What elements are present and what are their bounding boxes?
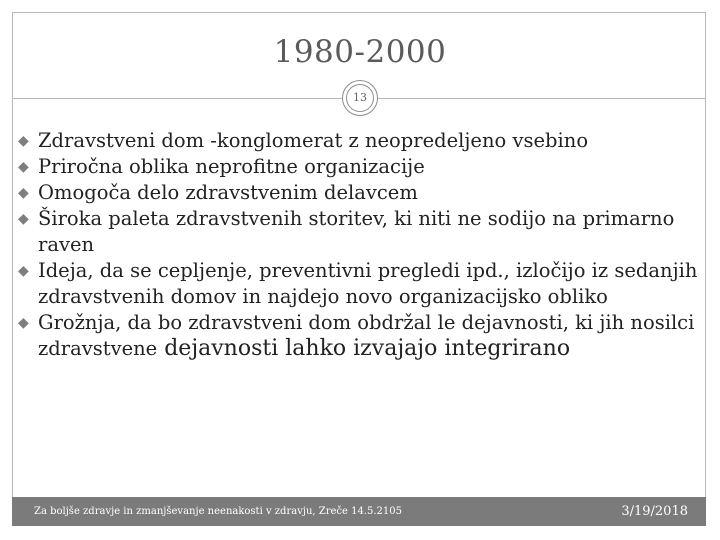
footer-bar — [12, 497, 706, 526]
diamond-bullet-icon: ◆ — [18, 185, 29, 201]
bullet-text: Široka paleta zdravstvenih storitev, ki niti ne sodijo na primarno raven — [38, 207, 675, 256]
bullet-item — [18, 310, 698, 362]
bullet-item — [18, 258, 698, 310]
bullet-item — [18, 154, 698, 180]
bullet-text — [38, 310, 698, 362]
diamond-bullet-icon: ◆ — [18, 263, 29, 279]
bullet-text-main: Grožnja, da bo zdravstveni dom obdržal le dejavnosti, ki jih nosilci zdravstvene — [38, 311, 695, 360]
bullet-text: Ideja, da se cepljenje, preventivni pregledi ipd., izločijo iz sedanjih zdravstvenih domov in najdejo novo organizacijsko obliko — [38, 259, 698, 308]
diamond-bullet-icon: ◆ — [18, 133, 29, 149]
bullet-text: Priročna oblika neprofitne organizacije — [38, 155, 425, 178]
bullet-item — [18, 128, 698, 154]
bullet-item — [18, 180, 698, 206]
bullet-item — [18, 206, 698, 258]
bullet-text: Omogoča delo zdravstvenim delavcem — [38, 181, 418, 204]
diamond-bullet-icon: ◆ — [18, 211, 29, 227]
footer-text: Za boljše zdravje in zmanjševanje neenakosti v zdravju, Zreče 14.5.2105 — [34, 506, 402, 517]
bullet-list — [18, 128, 698, 362]
page-number: 13 — [346, 84, 374, 112]
page-number-badge — [342, 80, 378, 116]
diamond-bullet-icon: ◆ — [18, 159, 29, 175]
diamond-bullet-icon: ◆ — [18, 315, 29, 331]
slide-title: 1980-2000 — [273, 34, 447, 70]
bullet-text-tail: dejavnosti lahko izvajajo integrirano — [157, 336, 571, 361]
bullet-text: Zdravstveni dom -konglomerat z neopredeljeno vsebino — [38, 129, 589, 152]
footer-date: 3/19/2018 — [621, 504, 688, 519]
